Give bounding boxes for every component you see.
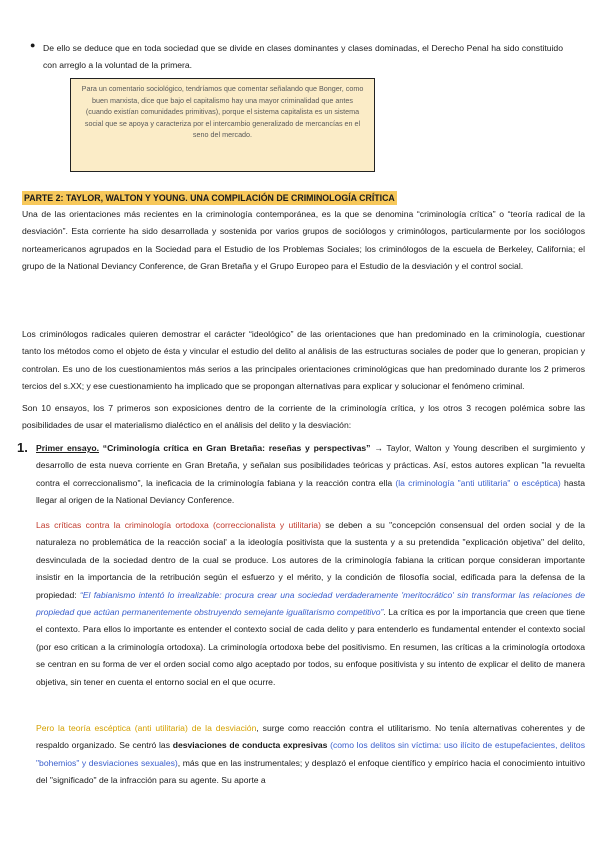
paragraph-criticism — [36, 517, 585, 691]
skeptical-title: Pero la teoría escéptica (anti utilitaria) de la desviación — [36, 723, 257, 733]
paragraph-skeptical-theory — [36, 720, 585, 790]
skeptical-text-end: , más que en las instrumentales; y desplazó el enfoque científico y empírico hacia el conocimiento intuitivo del "significado" de la infracción para su agente. Su aporte a — [36, 757, 585, 786]
paragraph-essays: Son 10 ensayos, los 7 primeros son exposiciones dentro de la corriente de la criminología crítica, y los otros 3 recogen polémica sobre las posibilidades de usar el materialismo dialéctico en el análisis del delito y la desviación: — [22, 403, 585, 431]
essay-title: “Criminología crítica en Gran Bretaña: reseñas y perspectivas” — [99, 443, 371, 453]
essay-text: → Taylor, Walton y Young describen el surgimiento y desarrollo de esta nueva corriente en Gran Bretaña, y señalan sus posibilidades teóricas y prácticas. Así, estos autores explican "la revuelta contra el correccionalismo", la ineficacia de la criminología fabiana y la reacción contra ella — [36, 443, 585, 488]
skeptical-examples: (como los delitos sin víctima: uso ilícito de estupefacientes, delitos "bohemios" y desviaciones sexuales) — [36, 740, 586, 768]
bullet-paragraph: De ello se deduce que en toda sociedad que se divide en clases dominantes y clases dominadas, el Derecho Penal ha sido constituido con arreglo a la voluntad de la primera. — [43, 43, 563, 71]
essay-text-end: hasta llegar al origen de la National Deviancy Conference. — [36, 477, 585, 506]
criticism-text-end: . La crítica es por la importancia que creen que tiene el contexto. Para ellos lo importante es entender el contexto social de cada delito y para entenderlo es fundamental entender el contexto social (por eso critican a la criminología ortodoxa). La criminología ortodoxa bebe del positivismo. En resumen, las críticas a la criminología ortodoxa se centran en su forma de ver el orden social como algo aceptado por todos, su enfoque positivista y su intento de explicar el delito de manera objetiva, sin tener en cuenta el entorno social en el que ocurre. — [36, 607, 585, 687]
note-box: Para un comentario sociológico, tendríamos que comentar señalando que Bonger, como buen marxista, dice que bajo el capitalismo hay una mayor criminalidad que antes (cuando existían comunidades primitivas), porque el sistema capitalista es un sistema social que se apoya y caracteriza por el intercambio generalizado de mercancías en el seno del mercado. — [70, 78, 375, 172]
paragraph-radicals: Los criminólogos radicales quieren demostrar el carácter “ideológico” de las orientaciones que han predominado en la criminología, cuestionar tanto los métodos como el objeto de ésta y vincular el estudio del delito al análisis de las estructuras sociales de poder que lo generan, propician y controlan. Es uno de los cuestionamientos más serios a las principales orientaciones criminológicas que han predominado durante los 2 primeros tercios del s.XX; y ese cuestionamiento ha implicado que se propongan alternativas para explicar y solucionar el fenómeno criminal. — [22, 329, 585, 392]
criticism-text: se deben a su "concepción consensual del orden social y de la naturaleza no problemática de la reacción social' a la ideología positivista que la sustenta y a su pretendida "explicación objetiva" del delito, desvinculada de la sociedad dentro de la cual se produce. Los autores de la criminología fabiana la critican porque consideran importante insistir en la importancia de la retribución según el esfuerzo y el mérito, y la condición de filosofía social, edificada para la defensa de la propiedad: — [36, 520, 585, 600]
paragraph-intro: Una de las orientaciones más recientes en la criminología contemporánea, es la que se denomina “criminología crítica” o “teoría radical de la desviación”. Esta corriente ha sido desarrollada y sostenida por varios grupos de sociólogos y criminólogos, particularmente por los sociólogos norteamericanos agrupados en la Sociedad para el Estudio de los Problemas Sociales; los criminólogos de la escuela de Berkeley, California; el grupo de la National Deviancy Conference, de Gran Bretaña y el Grupo Europeo para el Estudio de la desviación y el control social. — [22, 209, 585, 272]
criticism-quote: “El fabianismo intentó lo irrealizable: procura crear una sociedad verdaderamente 'meritocrático' sin transformar las relaciones de propiedad que actúan permanentemente obstruyendo semejante igualitarismo competitivo” — [36, 589, 585, 618]
section-heading: PARTE 2: TAYLOR, WALTON Y YOUNG. UNA COMPILACIÓN DE CRIMINOLOGÍA CRÍTICA — [24, 193, 395, 203]
list-item-first-essay — [36, 440, 585, 510]
criticism-title: Las críticas contra la criminología ortodoxa (correccionalista y utilitaria) — [36, 520, 321, 530]
essay-label: Primer ensayo. — [36, 443, 100, 453]
bullet-dot-icon: ● — [30, 40, 36, 50]
skeptical-text: , surge como reacción contra el utilitarismo. No tenía alternativas coherentes y de respaldo organizado. Se centró las — [36, 723, 585, 751]
skeptical-bold: desviaciones de conducta expresivas — [172, 740, 328, 751]
essay-highlight-blue: (la criminología "anti utilitaria" o escéptica) — [395, 477, 561, 488]
list-number: 1. — [17, 440, 28, 455]
